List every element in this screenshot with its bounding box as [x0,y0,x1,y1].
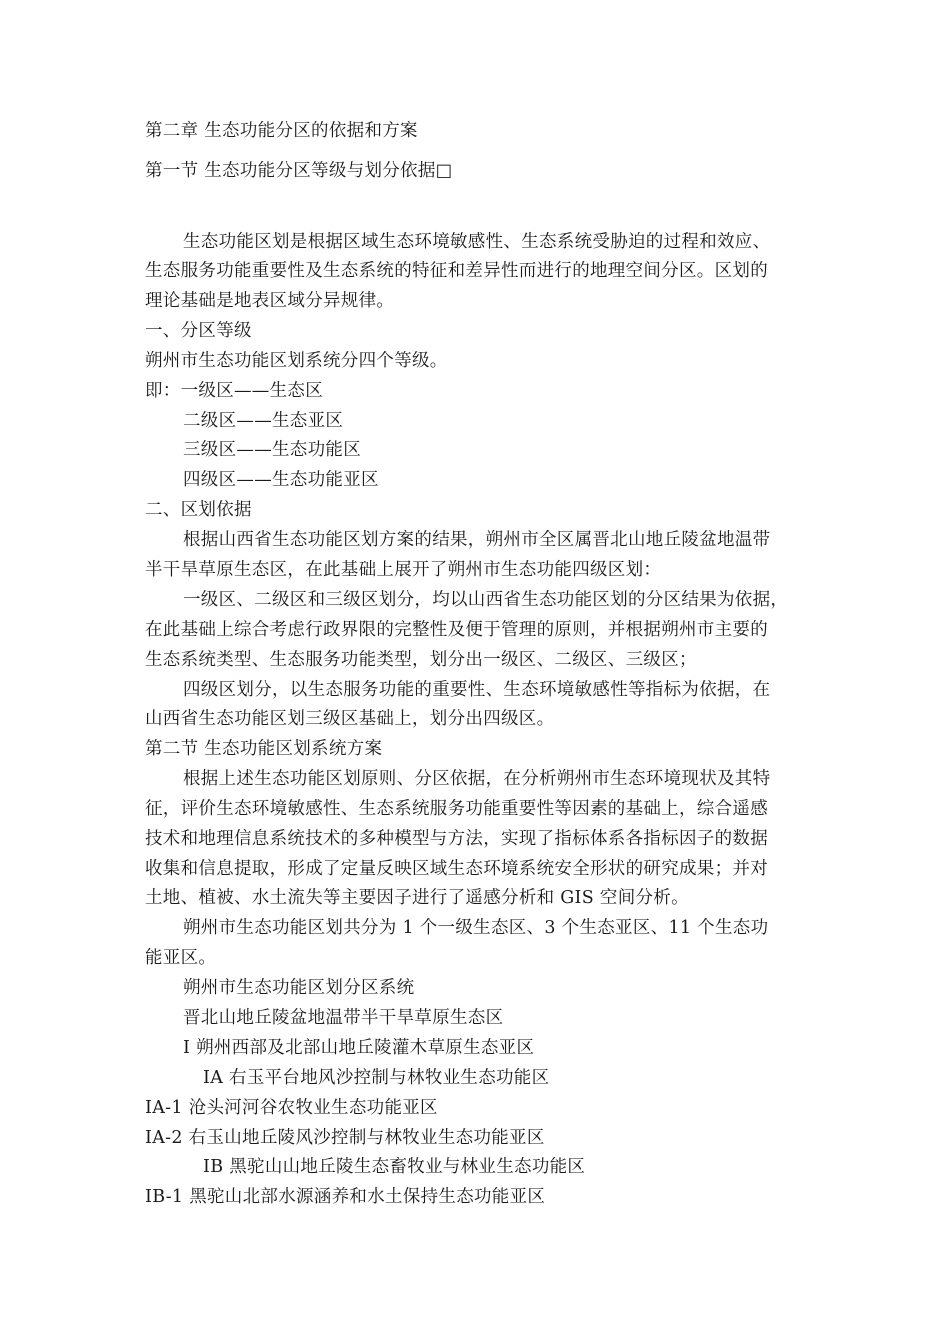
chapter-title: 第二章 生态功能分区的依据和方案 [145,121,418,141]
intro-line-3: 理论基础是地表区域分异规律。 [145,291,395,311]
part2-p3-line-1: 四级区划分，以生态服务功能的重要性、生态环境敏感性等指标为依据，在 [183,680,771,700]
zone-ib: ⅠB 黑驼山山地丘陵生态畜牧业与林业生态功能区 [203,1157,586,1177]
section-title-2: 第二节 生态功能区划系统方案 [145,739,383,759]
part2-p1-line-2: 半干旱草原生态区，在此基础上展开了朔州市生态功能四级区划： [145,560,662,580]
system-title: 朔州市生态功能区划分区系统 [183,978,415,998]
level-item-3: 三级区——生态功能区 [183,440,361,460]
section2-p1-line-5: 土地、植被、水土流失等主要因子进行了遥感分析和 GIS 空间分析。 [145,888,689,908]
part1-heading: 一、分区等级 [145,321,252,341]
level-item-2: 二级区——生态亚区 [183,411,344,431]
section2-p1-line-4: 收集和信息提取，形成了定量反映区域生态环境系统安全形状的研究成果；并对 [145,859,768,879]
zone-ia: ⅠA 右玉平台地风沙控制与林牧业生态功能区 [203,1068,550,1088]
part2-heading: 二、区划依据 [145,500,252,520]
part2-p2-line-3: 生态系统类型、生态服务功能类型，划分出一级区、二级区、三级区； [145,650,697,670]
part2-p2-line-2: 在此基础上综合考虑行政界限的完整性及便于管理的原则，并根据朔州市主要的 [145,620,768,640]
section2-p2-line-2: 能亚区。 [145,948,217,968]
level-item-4: 四级区——生态功能亚区 [183,470,379,490]
subregion-i: Ⅰ 朔州西部及北部山地丘陵灌木草原生态亚区 [183,1038,535,1058]
part2-p3-line-2: 山西省生态功能区划三级区基础上，划分出四级区。 [145,709,555,729]
level-item-1: 即：一级区——生态区 [145,381,323,401]
eco-region: 晋北山地丘陵盆地温带半干旱草原生态区 [183,1008,504,1028]
zone-ia-1: ⅠA-1 沧头河河谷农牧业生态功能亚区 [145,1098,438,1118]
section2-p1-line-2: 征，评价生态环境敏感性、生态系统服务功能重要性等因素的基础上，综合遥感 [145,799,768,819]
section2-p2-line-1: 朔州市生态功能区划共分为 1 个一级生态区、3 个生态亚区、11 个生态功 [183,918,769,938]
part2-p2-line-1: 一级区、二级区和三级区划分，均以山西省生态功能区划的分区结果为依据， [183,590,789,610]
intro-line-2: 生态服务功能重要性及生态系统的特征和差异性而进行的地理空间分区。区划的 [145,261,768,281]
intro-line-1: 生态功能区划是根据区域生态环境敏感性、生态系统受胁迫的过程和效应、 [183,232,771,252]
zone-ib-1: ⅠB-1 黑驼山北部水源涵养和水土保持生态功能亚区 [145,1187,546,1207]
section-title-1: 第一节 生态功能分区等级与划分依据□ [145,161,453,181]
zone-ia-2: ⅠA-2 右玉山地丘陵风沙控制与林牧业生态功能亚区 [145,1128,545,1148]
section2-p1-line-1: 根据上述生态功能区划原则、分区依据，在分析朔州市生态环境现状及其特 [183,769,771,789]
part1-text: 朔州市生态功能区划系统分四个等级。 [145,351,448,371]
part2-p1-line-1: 根据山西省生态功能区划方案的结果，朔州市全区属晋北山地丘陵盆地温带 [183,530,771,550]
section2-p1-line-3: 技术和地理信息系统技术的多种模型与方法，实现了指标体系各指标因子的数据 [145,829,768,849]
